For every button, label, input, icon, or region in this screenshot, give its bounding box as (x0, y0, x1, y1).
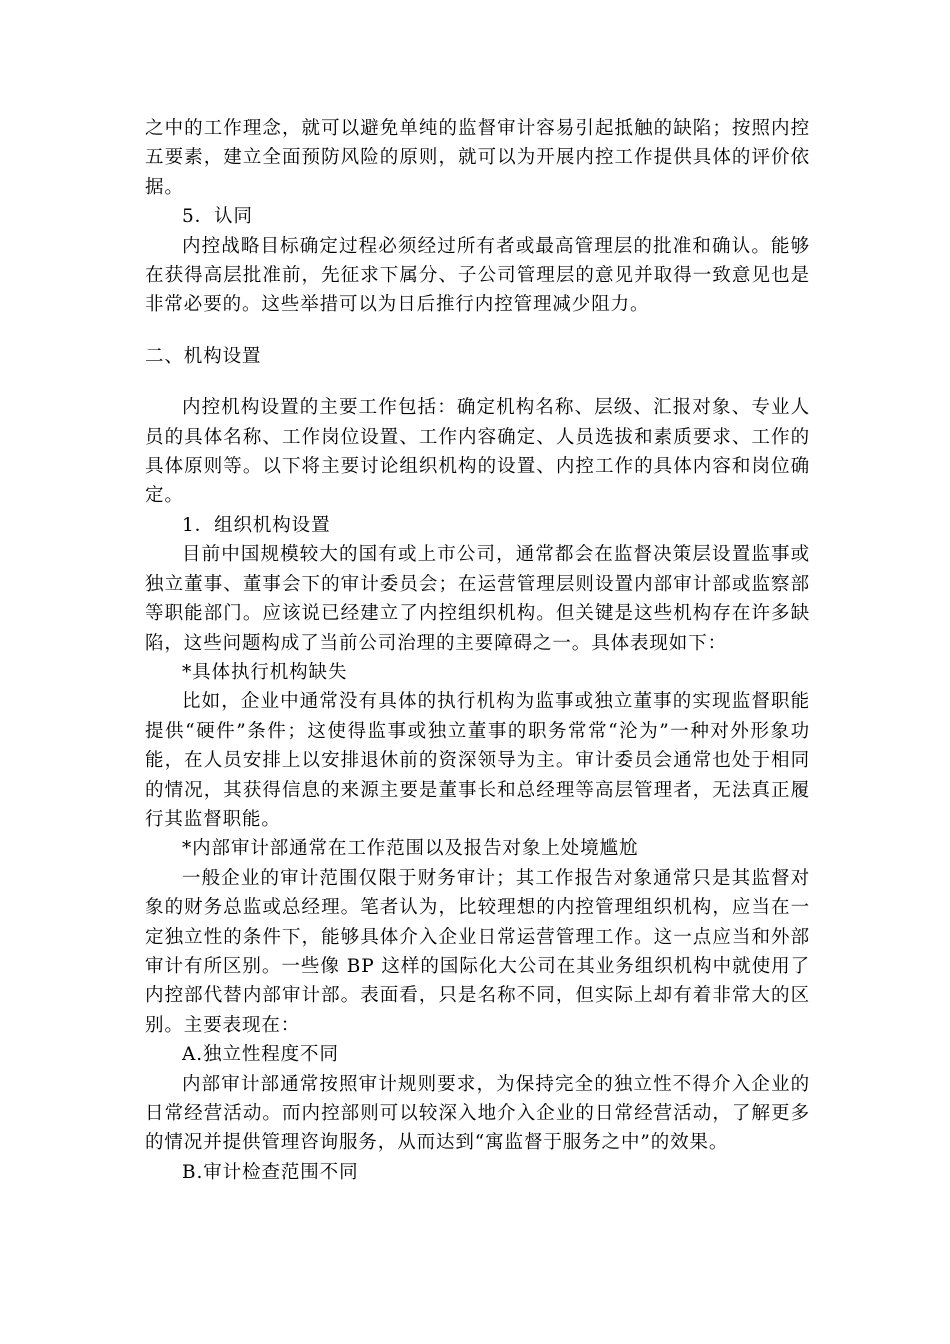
subheading-audit-scope: B.审计检查范围不同 (182, 1161, 359, 1183)
paragraph-missing-executive: 比如，企业中通常没有具体的执行机构为监事或独立董事的实现监督职能提供“硬件”条件；这使得监事或独立董事的职务常常“沦为”一种对外形象功能，在人员安排上以安排退休前的资深领导为主。审计委员会通常也处于相同的情况，其获得信息的来源主要是董事长和总经理等高层管理者，无法真正履行其监督职能。 (145, 691, 810, 830)
paragraph-independence: 内部审计部通常按照审计规则要求，为保持完全的独立性不得介入企业的日常经营活动。而内控部则可以较深入地介入企业的日常经营活动，了解更多的情况并提供管理咨询服务，从而达到“寓监督于服务之中”的效果。 (145, 1073, 810, 1154)
section-heading-organization: 二、机构设置 (145, 345, 262, 367)
paragraph-organization-intro: 内控机构设置的主要工作包括：确定机构名称、层级、汇报对象、专业人员的具体名称、工作岗位设置、工作内容确定、人员选拔和素质要求、工作的具体原则等。以下将主要讨论组织机构的设置、内控工作的具体内容和岗位确定。 (145, 397, 810, 507)
subheading-org-setup: 1．组织机构设置 (182, 514, 331, 536)
subheading-independence: A.独立性程度不同 (182, 1044, 339, 1066)
paragraph-recognition: 内控战略目标确定过程必须经过所有者或最高管理层的批准和确认。能够在获得高层批准前，先征求下属分、子公司管理层的意见并取得一致意见也是非常必要的。这些举措可以为日后推行内控管理减少阻力。 (145, 235, 810, 316)
paragraph-continued: 之中的工作理念，就可以避免单纯的监督审计容易引起抵触的缺陷；按照内控五要素，建立全面预防风险的原则，就可以为开展内控工作提供具体的评价依据。 (145, 118, 810, 198)
paragraph-org-setup: 目前中国规模较大的国有或上市公司，通常都会在监督决策层设置监事或独立董事、董事会下的审计委员会；在运营管理层则设置内部审计部或监察部等职能部门。应该说已经建立了内控组织机构。但关键是这些机构存在许多缺陷，这些问题构成了当前公司治理的主要障碍之一。具体表现如下： (145, 544, 810, 654)
bullet-heading-internal-audit: *内部审计部通常在工作范围以及报告对象上处境尴尬 (182, 838, 639, 860)
document-body (145, 114, 810, 1187)
subheading-recognition: 5．认同 (182, 206, 253, 228)
bullet-heading-missing-executive: *具体执行机构缺失 (182, 661, 348, 683)
paragraph-internal-audit: 一般企业的审计范围仅限于财务审计；其工作报告对象通常只是其监督对象的财务总监或总经理。笔者认为，比较理想的内控管理组织机构，应当在一定独立性的条件下，能够具体介入企业日常运营管理工作。这一点应当和外部审计有所区别。一些像 BP 这样的国际化大公司在其业务组织机构中就使用了内控部代替内部审计部。表面看，只是名称不同，但实际上却有着非常大的区别。主要表现在： (145, 867, 810, 1036)
